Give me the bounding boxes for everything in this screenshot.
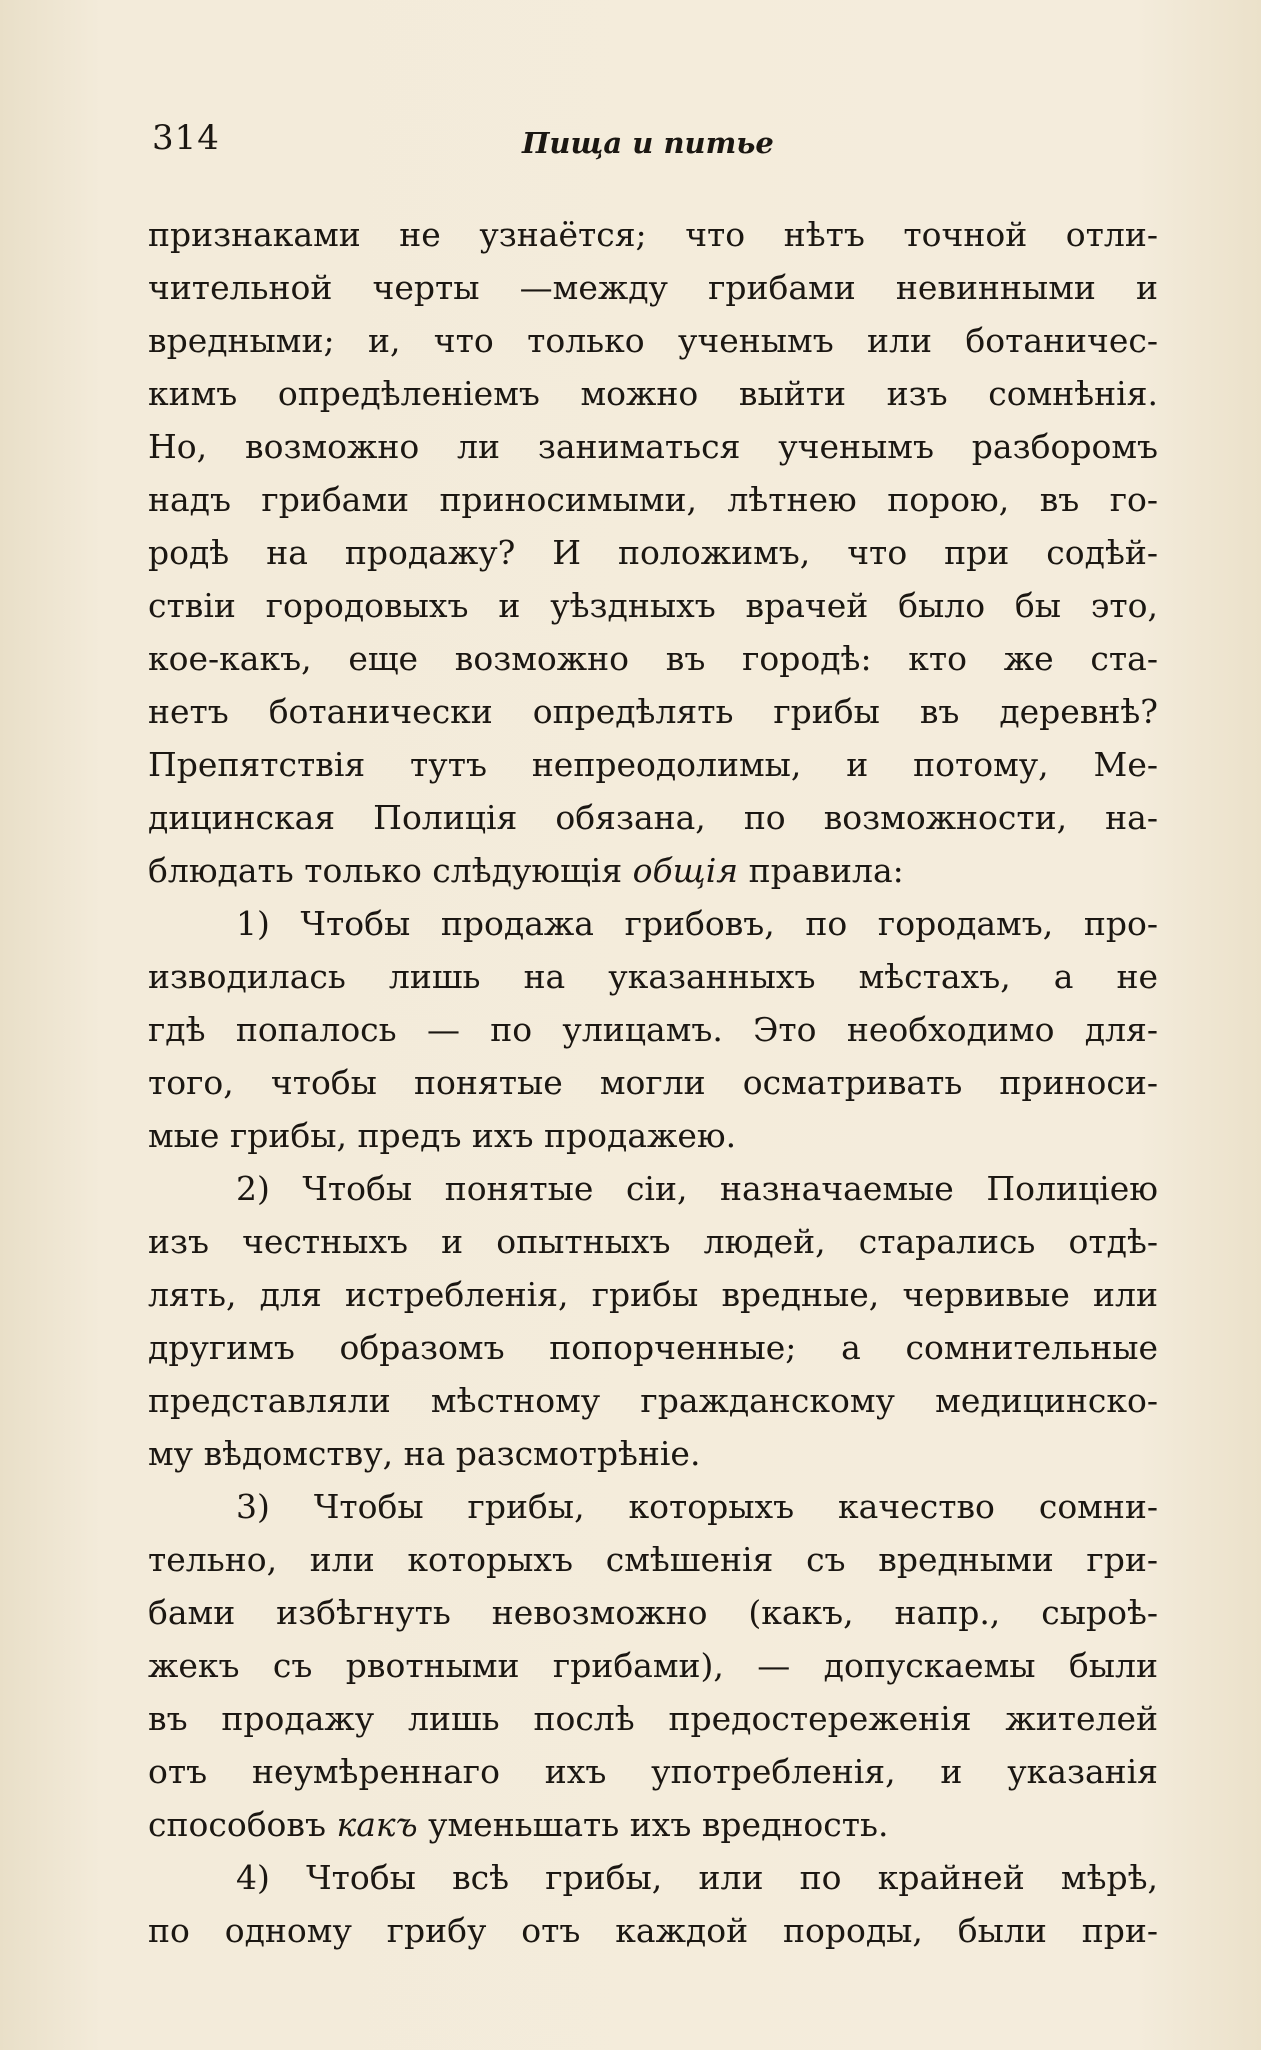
text-line: въ продажу лишь послѣ предостереженія жителей (148, 1699, 1158, 1738)
text-line: му вѣдомству, на разсмотрѣніе. (148, 1434, 701, 1473)
text-run: способовъ (148, 1805, 327, 1844)
text-line: ствіи городовыхъ и уѣздныхъ врачей было бы это, (148, 586, 1158, 625)
text-run: блюдать только слѣдующія (148, 851, 623, 890)
text-line: родѣ на продажу? И положимъ, что при содѣй- (148, 533, 1158, 572)
text-line: 2) Чтобы понятые сіи, назначаемые Полиціею (236, 1169, 1158, 1208)
text-line (148, 1798, 1158, 1851)
text-line: признаками не узнаётся; что нѣтъ точной отли- (148, 215, 1158, 254)
text-line: другимъ образомъ попорченные; а сомнительные (148, 1328, 1158, 1367)
text-line: того, чтобы понятые могли осматривать приноси- (148, 1063, 1158, 1102)
text-line (148, 844, 1158, 897)
running-title: Пища и питье (522, 126, 774, 160)
text-line: изводилась лишь на указанныхъ мѣстахъ, а не (148, 957, 1158, 996)
text-line: 4) Чтобы всѣ грибы, или по крайней мѣрѣ, (236, 1858, 1158, 1897)
text-run: уменьшать ихъ вредность. (417, 1805, 889, 1844)
text-run: правила: (738, 851, 904, 890)
text-line: 3) Чтобы грибы, которыхъ качество сомни- (236, 1487, 1158, 1526)
text-line: кимъ опредѣленіемъ можно выйти изъ сомнѣнія. (148, 374, 1158, 413)
text-line: нетъ ботанически опредѣлять грибы въ деревнѣ? (148, 692, 1158, 731)
text-line: чительной черты —между грибами невинными и (148, 268, 1158, 307)
page-number: 314 (152, 118, 220, 158)
text-line: гдѣ попалось — по улицамъ. Это необходимо для- (148, 1010, 1158, 1049)
text-line: тельно, или которыхъ смѣшенія съ вредными гри- (148, 1540, 1158, 1579)
text-line: мые грибы, предъ ихъ продажею. (148, 1116, 737, 1155)
text-line: кое-какъ, еще возможно въ городѣ: кто же ста- (148, 639, 1158, 678)
text-line: Но, возможно ли заниматься ученымъ разборомъ (148, 427, 1158, 466)
text-line: отъ неумѣреннаго ихъ употребленія, и указанія (148, 1752, 1158, 1791)
text-line: 1) Чтобы продажа грибовъ, по городамъ, про- (236, 904, 1158, 943)
text-line: бами избѣгнуть невозможно (какъ, напр., сыроѣ- (148, 1593, 1158, 1632)
text-line: надъ грибами приносимыми, лѣтнею порою, въ го- (148, 480, 1158, 519)
text-line: жекъ съ рвотными грибами), — допускаемы были (148, 1646, 1158, 1685)
text-line: по одному грибу отъ каждой породы, были при- (148, 1911, 1158, 1950)
text-line: представляли мѣстному гражданскому медицинско- (148, 1381, 1158, 1420)
text-line: лять, для истребленія, грибы вредные, червивые или (148, 1275, 1158, 1314)
page-header (152, 118, 1157, 168)
text-line: дицинская Полиція обязана, по возможности, на- (148, 798, 1158, 837)
emphasized-word: какъ (336, 1805, 418, 1844)
text-line: вредными; и, что только ученымъ или ботаничес- (148, 321, 1158, 360)
text-line: Препятствія тутъ непреодолимы, и потому, Ме- (148, 745, 1158, 784)
body-text (148, 208, 1158, 1957)
text-line: изъ честныхъ и опытныхъ людей, старались отдѣ- (148, 1222, 1158, 1261)
emphasized-word: общія (632, 851, 739, 890)
